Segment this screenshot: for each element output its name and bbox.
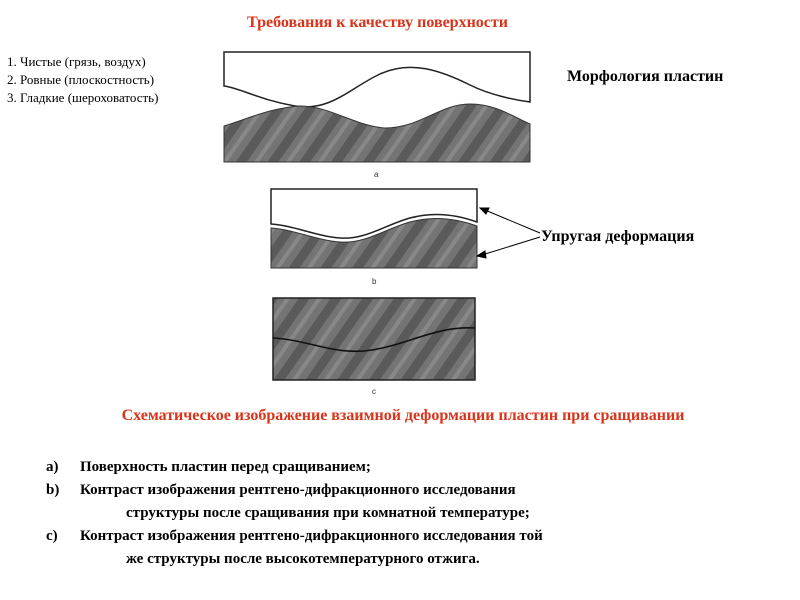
note-text: структуры после сращивания при комнатной температуре; <box>126 505 530 521</box>
panel-b-illustration <box>271 189 477 286</box>
panel-c-illustration <box>273 298 475 396</box>
panel-a-bottom-wafer <box>224 104 530 162</box>
page-title: Требования к качеству поверхности <box>247 14 508 31</box>
elastic-deformation-arrows <box>477 208 540 258</box>
requirement-item: 3. Гладкие (шероховатость) <box>7 90 159 105</box>
elastic-deformation-label: Упругая деформация <box>541 228 695 245</box>
note-text: Поверхность пластин перед сращиванием; <box>80 459 371 475</box>
panel-a-top-wafer <box>224 52 530 107</box>
note-marker: b) <box>46 482 60 498</box>
morphology-label: Морфология пластин <box>567 68 724 85</box>
panel-c-label: c <box>372 387 376 396</box>
note-text: Контраст изображения рентгено-дифракционного исследования <box>80 482 516 498</box>
note-marker: a) <box>46 459 59 475</box>
panel-a-illustration <box>224 52 530 179</box>
arrow-line-lower <box>482 237 540 255</box>
panel-b-label: b <box>372 277 377 286</box>
note-marker: c) <box>46 528 58 544</box>
figure-caption: Схематическое изображение взаимной деформации пластин при сращивании <box>121 407 685 424</box>
panel-a-label: a <box>374 170 379 179</box>
arrow-line-upper <box>485 210 540 233</box>
arrowhead-upper <box>480 208 489 214</box>
arrowhead-lower <box>477 251 486 258</box>
requirement-item: 2. Ровные (плоскостность) <box>7 72 155 87</box>
panel-c-bonded-wafers <box>273 298 475 380</box>
note-text: же структуры после высокотемпературного отжига. <box>126 551 480 567</box>
requirement-item: 1. Чистые (грязь, воздух) <box>7 54 146 69</box>
note-text: Контраст изображения рентгено-дифракционного исследования той <box>80 528 543 544</box>
